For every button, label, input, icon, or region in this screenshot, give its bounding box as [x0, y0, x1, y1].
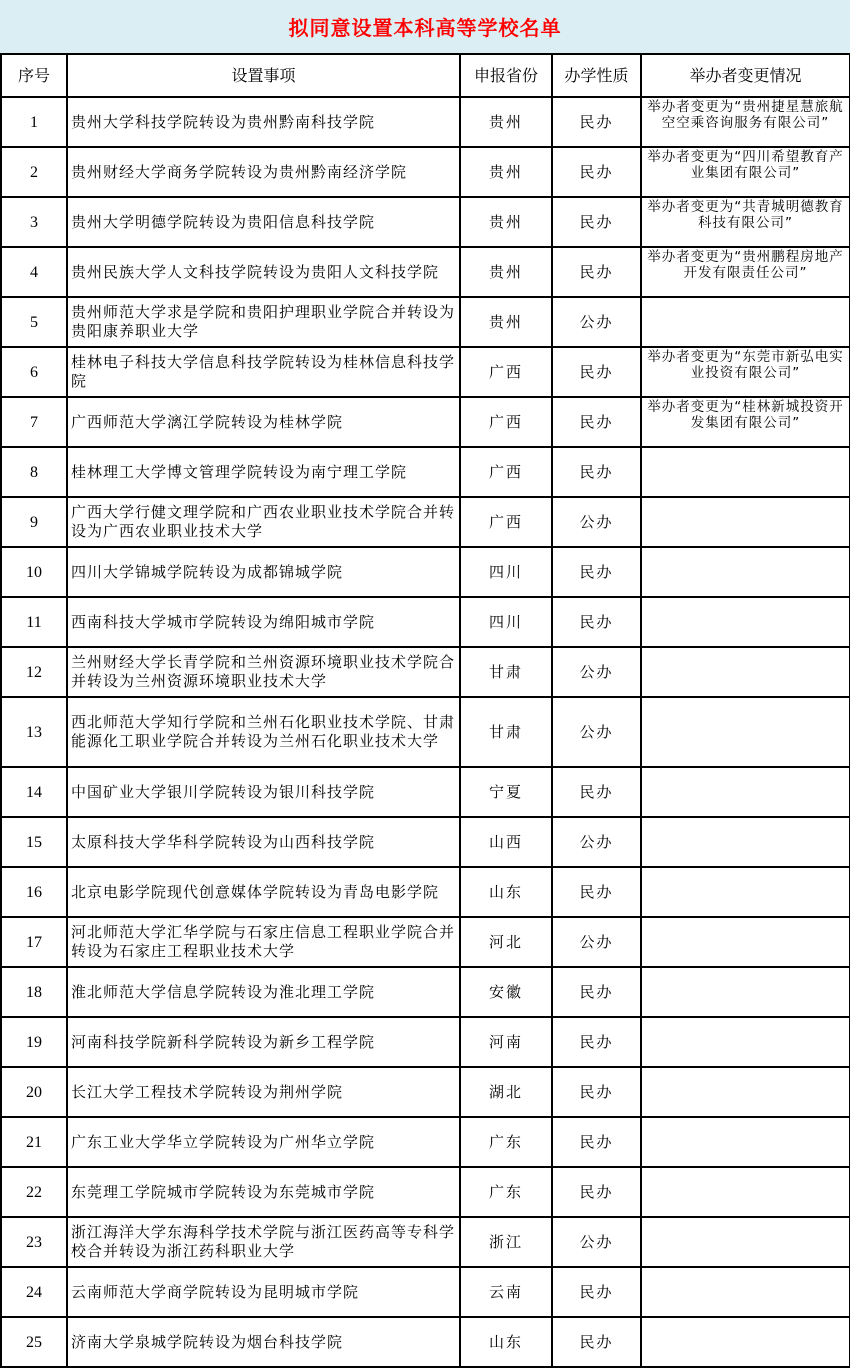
- row-type: 公办: [552, 497, 641, 547]
- row-type: 民办: [552, 397, 641, 447]
- row-type: 民办: [552, 1267, 641, 1317]
- row-item: 西北师范大学知行学院和兰州石化职业技术学院、甘肃能源化工职业学院合并转设为兰州石化职业技术大学: [67, 697, 460, 767]
- table-row: [1, 967, 850, 1017]
- row-item: 云南师范大学商学院转设为昆明城市学院: [67, 1267, 460, 1317]
- row-index: 1: [1, 97, 67, 147]
- row-note: [641, 1267, 850, 1317]
- note-text: [644, 648, 847, 649]
- row-note: [641, 1067, 850, 1117]
- row-note: [641, 1167, 850, 1217]
- row-type: 民办: [552, 547, 641, 597]
- row-index: 8: [1, 447, 67, 497]
- row-item: 广西大学行健文理学院和广西农业职业技术学院合并转设为广西农业职业技术大学: [67, 497, 460, 547]
- table-row: [1, 597, 850, 647]
- note-text: [644, 868, 847, 869]
- row-type: 民办: [552, 867, 641, 917]
- note-text: 举办者变更为“桂林新城投资开发集团有限公司”: [647, 399, 844, 431]
- row-province: 安徽: [460, 967, 552, 1017]
- row-note: [641, 1117, 850, 1167]
- row-province: 河北: [460, 917, 552, 967]
- row-type: 公办: [552, 647, 641, 697]
- row-province: 贵州: [460, 97, 552, 147]
- row-province: 广东: [460, 1167, 552, 1217]
- row-item: 贵州大学明德学院转设为贵阳信息科技学院: [67, 197, 460, 247]
- row-type: 民办: [552, 1167, 641, 1217]
- row-item: 桂林理工大学博文管理学院转设为南宁理工学院: [67, 447, 460, 497]
- row-note: [641, 297, 850, 347]
- row-index: 9: [1, 497, 67, 547]
- row-note: [641, 97, 850, 147]
- row-index: 7: [1, 397, 67, 447]
- universities-table: [0, 53, 850, 1368]
- note-text: [644, 968, 847, 969]
- table-row: [1, 697, 850, 767]
- row-note: [641, 817, 850, 867]
- row-item: 贵州师范大学求是学院和贵阳护理职业学院合并转设为贵阳康养职业大学: [67, 297, 460, 347]
- row-item: 浙江海洋大学东海科学技术学院与浙江医药高等专科学校合并转设为浙江药科职业大学: [67, 1217, 460, 1267]
- row-item: 淮北师范大学信息学院转设为淮北理工学院: [67, 967, 460, 1017]
- table-row: [1, 197, 850, 247]
- table-row: [1, 1317, 850, 1367]
- row-item: 河北师范大学汇华学院与石家庄信息工程职业学院合并转设为石家庄工程职业技术大学: [67, 917, 460, 967]
- row-index: 3: [1, 197, 67, 247]
- row-index: 25: [1, 1317, 67, 1367]
- row-province: 广西: [460, 497, 552, 547]
- table-row: [1, 347, 850, 397]
- row-item: 四川大学锦城学院转设为成都锦城学院: [67, 547, 460, 597]
- note-text: [644, 548, 847, 549]
- row-note: [641, 197, 850, 247]
- note-text: [644, 1068, 847, 1069]
- table-row: [1, 867, 850, 917]
- title-bar: [0, 0, 850, 53]
- row-index: 4: [1, 247, 67, 297]
- table-row: [1, 1217, 850, 1267]
- note-text: [644, 918, 847, 919]
- row-type: 民办: [552, 767, 641, 817]
- row-index: 23: [1, 1217, 67, 1267]
- row-index: 21: [1, 1117, 67, 1167]
- row-note: [641, 967, 850, 1017]
- row-type: 民办: [552, 247, 641, 297]
- row-item: 兰州财经大学长青学院和兰州资源环境职业技术学院合并转设为兰州资源环境职业技术大学: [67, 647, 460, 697]
- row-type: 民办: [552, 1317, 641, 1367]
- note-text: [644, 1318, 847, 1319]
- row-note: [641, 247, 850, 297]
- note-text: 举办者变更为“四川希望教育产业集团有限公司”: [647, 149, 844, 181]
- row-province: 广西: [460, 397, 552, 447]
- row-province: 河南: [460, 1017, 552, 1067]
- table-row: [1, 1167, 850, 1217]
- row-type: 公办: [552, 1217, 641, 1267]
- note-text: 举办者变更为“东莞市新弘电实业投资有限公司”: [647, 349, 844, 381]
- row-province: 浙江: [460, 1217, 552, 1267]
- row-note: [641, 867, 850, 917]
- row-type: 民办: [552, 967, 641, 1017]
- row-type: 民办: [552, 147, 641, 197]
- note-text: [644, 1018, 847, 1019]
- row-item: 西南科技大学城市学院转设为绵阳城市学院: [67, 597, 460, 647]
- row-type: 公办: [552, 817, 641, 867]
- row-type: 民办: [552, 1017, 641, 1067]
- row-province: 云南: [460, 1267, 552, 1317]
- row-province: 广西: [460, 447, 552, 497]
- row-index: 14: [1, 767, 67, 817]
- note-text: [644, 498, 847, 499]
- table-row: [1, 647, 850, 697]
- row-province: 四川: [460, 547, 552, 597]
- row-province: 广东: [460, 1117, 552, 1167]
- row-province: 宁夏: [460, 767, 552, 817]
- row-index: 16: [1, 867, 67, 917]
- row-note: [641, 1017, 850, 1067]
- note-text: [644, 1218, 847, 1219]
- header-note: 举办者变更情况: [641, 54, 850, 97]
- row-item: 贵州财经大学商务学院转设为贵州黔南经济学院: [67, 147, 460, 197]
- table-row: [1, 447, 850, 497]
- row-index: 13: [1, 697, 67, 767]
- note-text: [644, 768, 847, 769]
- row-province: 贵州: [460, 297, 552, 347]
- table-header-row: [1, 54, 850, 97]
- row-item: 中国矿业大学银川学院转设为银川科技学院: [67, 767, 460, 817]
- row-type: 民办: [552, 347, 641, 397]
- header-type: 办学性质: [552, 54, 641, 97]
- row-index: 5: [1, 297, 67, 347]
- note-text: [644, 818, 847, 819]
- row-index: 17: [1, 917, 67, 967]
- row-province: 甘肃: [460, 697, 552, 767]
- table-row: [1, 497, 850, 547]
- row-item: 东莞理工学院城市学院转设为东莞城市学院: [67, 1167, 460, 1217]
- table-row: [1, 1067, 850, 1117]
- row-note: [641, 647, 850, 697]
- row-province: 山东: [460, 867, 552, 917]
- row-note: [641, 147, 850, 197]
- row-type: 民办: [552, 447, 641, 497]
- row-note: [641, 497, 850, 547]
- note-text: [644, 298, 847, 299]
- header-province: 申报省份: [460, 54, 552, 97]
- row-province: 四川: [460, 597, 552, 647]
- table-row: [1, 1117, 850, 1167]
- table-row: [1, 917, 850, 967]
- note-text: [644, 598, 847, 599]
- row-item: 济南大学泉城学院转设为烟台科技学院: [67, 1317, 460, 1367]
- row-province: 湖北: [460, 1067, 552, 1117]
- row-note: [641, 1317, 850, 1367]
- row-note: [641, 547, 850, 597]
- note-text: 举办者变更为“共青城明德教育科技有限公司”: [647, 199, 844, 231]
- row-type: 民办: [552, 1067, 641, 1117]
- table-row: [1, 767, 850, 817]
- table-row: [1, 397, 850, 447]
- row-item: 贵州大学科技学院转设为贵州黔南科技学院: [67, 97, 460, 147]
- table-row: [1, 297, 850, 347]
- row-item: 河南科技学院新科学院转设为新乡工程学院: [67, 1017, 460, 1067]
- row-index: 15: [1, 817, 67, 867]
- table-row: [1, 1267, 850, 1317]
- row-note: [641, 597, 850, 647]
- row-province: 贵州: [460, 247, 552, 297]
- row-province: 广西: [460, 347, 552, 397]
- row-province: 贵州: [460, 147, 552, 197]
- table-row: [1, 1017, 850, 1067]
- note-text: [644, 1168, 847, 1169]
- row-index: 19: [1, 1017, 67, 1067]
- row-index: 2: [1, 147, 67, 197]
- row-index: 10: [1, 547, 67, 597]
- note-text: [644, 448, 847, 449]
- row-type: 民办: [552, 197, 641, 247]
- row-index: 22: [1, 1167, 67, 1217]
- table-body: [1, 97, 850, 1367]
- row-index: 24: [1, 1267, 67, 1317]
- table-row: [1, 147, 850, 197]
- row-note: [641, 1217, 850, 1267]
- header-index: 序号: [1, 54, 67, 97]
- table-row: [1, 247, 850, 297]
- table-row: [1, 547, 850, 597]
- row-type: 公办: [552, 297, 641, 347]
- row-item: 广东工业大学华立学院转设为广州华立学院: [67, 1117, 460, 1167]
- row-item: 贵州民族大学人文科技学院转设为贵阳人文科技学院: [67, 247, 460, 297]
- row-note: [641, 917, 850, 967]
- row-note: [641, 447, 850, 497]
- row-province: 甘肃: [460, 647, 552, 697]
- row-item: 北京电影学院现代创意媒体学院转设为青岛电影学院: [67, 867, 460, 917]
- row-item: 桂林电子科技大学信息科技学院转设为桂林信息科技学院: [67, 347, 460, 397]
- row-type: 公办: [552, 697, 641, 767]
- page-title: 拟同意设置本科高等学校名单: [288, 16, 562, 40]
- row-type: 民办: [552, 97, 641, 147]
- row-province: 贵州: [460, 197, 552, 247]
- table-row: [1, 817, 850, 867]
- row-item: 太原科技大学华科学院转设为山西科技学院: [67, 817, 460, 867]
- table-row: [1, 97, 850, 147]
- note-text: [644, 1118, 847, 1119]
- row-index: 12: [1, 647, 67, 697]
- row-index: 6: [1, 347, 67, 397]
- row-province: 山东: [460, 1317, 552, 1367]
- row-item: 广西师范大学漓江学院转设为桂林学院: [67, 397, 460, 447]
- row-index: 20: [1, 1067, 67, 1117]
- row-note: [641, 767, 850, 817]
- row-type: 公办: [552, 917, 641, 967]
- row-item: 长江大学工程技术学院转设为荆州学院: [67, 1067, 460, 1117]
- row-type: 民办: [552, 597, 641, 647]
- row-note: [641, 347, 850, 397]
- note-text: 举办者变更为“贵州鹏程房地产开发有限责任公司”: [647, 249, 844, 281]
- note-text: [644, 698, 847, 699]
- row-index: 11: [1, 597, 67, 647]
- note-text: 举办者变更为“贵州捷星慧旅航空空乘咨询服务有限公司”: [647, 99, 844, 131]
- row-province: 山西: [460, 817, 552, 867]
- header-item: 设置事项: [67, 54, 460, 97]
- row-type: 民办: [552, 1117, 641, 1167]
- row-note: [641, 697, 850, 767]
- row-note: [641, 397, 850, 447]
- note-text: [644, 1268, 847, 1269]
- row-index: 18: [1, 967, 67, 1017]
